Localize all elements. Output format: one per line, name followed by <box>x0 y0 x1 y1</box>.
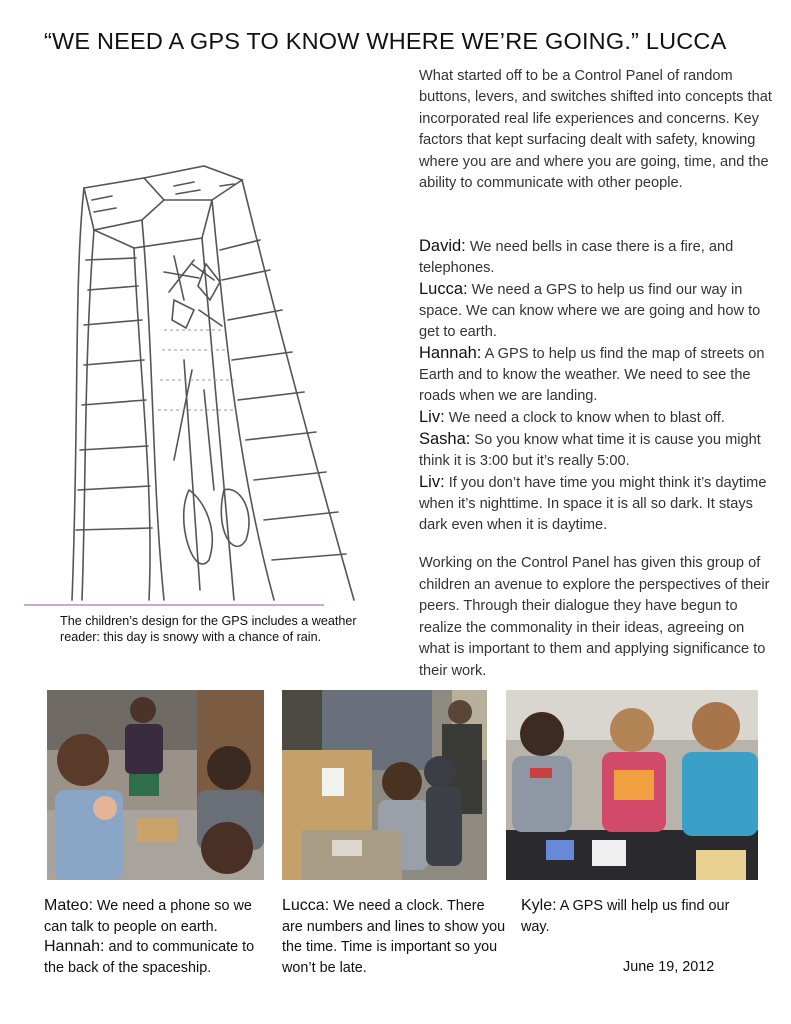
children-photo <box>282 690 487 880</box>
quote-liv-2 <box>419 472 784 536</box>
children-quotes <box>419 236 784 536</box>
quote-text: We need a GPS to help us find our way in space. We can know where we are going and how to get to earth. <box>419 282 761 340</box>
speaker-name: Hannah: <box>419 344 482 362</box>
quote-text: A GPS will help us find our way. <box>521 898 730 935</box>
speaker-name: Sasha: <box>419 430 471 448</box>
photo-quote-kyle <box>521 896 741 937</box>
quote-liv <box>419 407 784 429</box>
children-photo <box>506 690 758 880</box>
page-title: “WE NEED A GPS TO KNOW WHERE WE’RE GOING.” LUCCA <box>44 28 727 54</box>
speaker-name: Lucca: <box>419 280 468 298</box>
quote-text: We need a clock. There are numbers and lines to show you the time. Time is important so you won’t be late. <box>282 898 506 976</box>
quote-text: A GPS to help us find the map of streets on Earth and to know the weather. We need to see the roads when we are landing. <box>419 346 765 404</box>
speaker-name: Mateo: <box>44 897 93 914</box>
quote-text: We need a phone so we can talk to people on earth. <box>44 898 252 935</box>
photo-quote-mateo-hannah <box>44 896 269 978</box>
photo-quote-lucca <box>282 896 507 978</box>
quote-hannah-2 <box>44 937 269 978</box>
quote-lucca <box>419 279 784 343</box>
photo-kyle-gps <box>506 690 758 880</box>
quote-text: We need bells in case there is a fire, and telephones. <box>419 239 734 276</box>
closing-paragraph: Working on the Control Panel has given this group of children an avenue to explore the perspectives of their peers. Through their dialogue they have begun to realize the commonality in their ideas, agreeing on what is important to them and applying significance to their work. <box>419 555 770 679</box>
gps-drawing-image <box>24 160 370 610</box>
quote-mateo <box>44 896 269 937</box>
speaker-name: Hannah: <box>44 938 105 956</box>
speaker-name: Liv: <box>419 473 445 491</box>
speaker-name: David: <box>419 237 466 255</box>
photo-lucca-clock <box>282 690 487 880</box>
quote-david <box>419 236 784 279</box>
quote-text: If you don’t have time you might think it’s daytime when it’s nighttime. In space it is all so dark. It stays dark even when it is daytime. <box>419 475 767 533</box>
date-label: June 19, 2012 <box>623 959 715 975</box>
quote-sasha <box>419 429 784 472</box>
drawing-caption: The children’s design for the GPS includes a weather reader: this day is snowy with a chance of rain. <box>60 614 357 645</box>
photo-mateo-phone <box>47 690 264 880</box>
quote-text: and to communicate to the back of the spaceship. <box>44 939 255 976</box>
children-photo <box>47 690 264 880</box>
speaker-name: Lucca: <box>282 897 330 914</box>
speaker-name: Liv: <box>419 408 445 426</box>
gps-drawing <box>24 160 370 610</box>
speaker-name: Kyle: <box>521 897 557 914</box>
quote-hannah <box>419 343 784 407</box>
quote-text: We need a clock to know when to blast off. <box>444 410 725 426</box>
quote-text: So you know what time it is cause you might think it is 3:00 but it’s really 5:00. <box>419 432 761 469</box>
intro-paragraph: What started off to be a Control Panel of random buttons, levers, and switches shifted into concepts that incorporated real life experiences and concerns. Key factors that kept surfacing dealt with safety, knowing where you are and where you are going, time, and the ability to communicate with other people. <box>419 68 772 192</box>
